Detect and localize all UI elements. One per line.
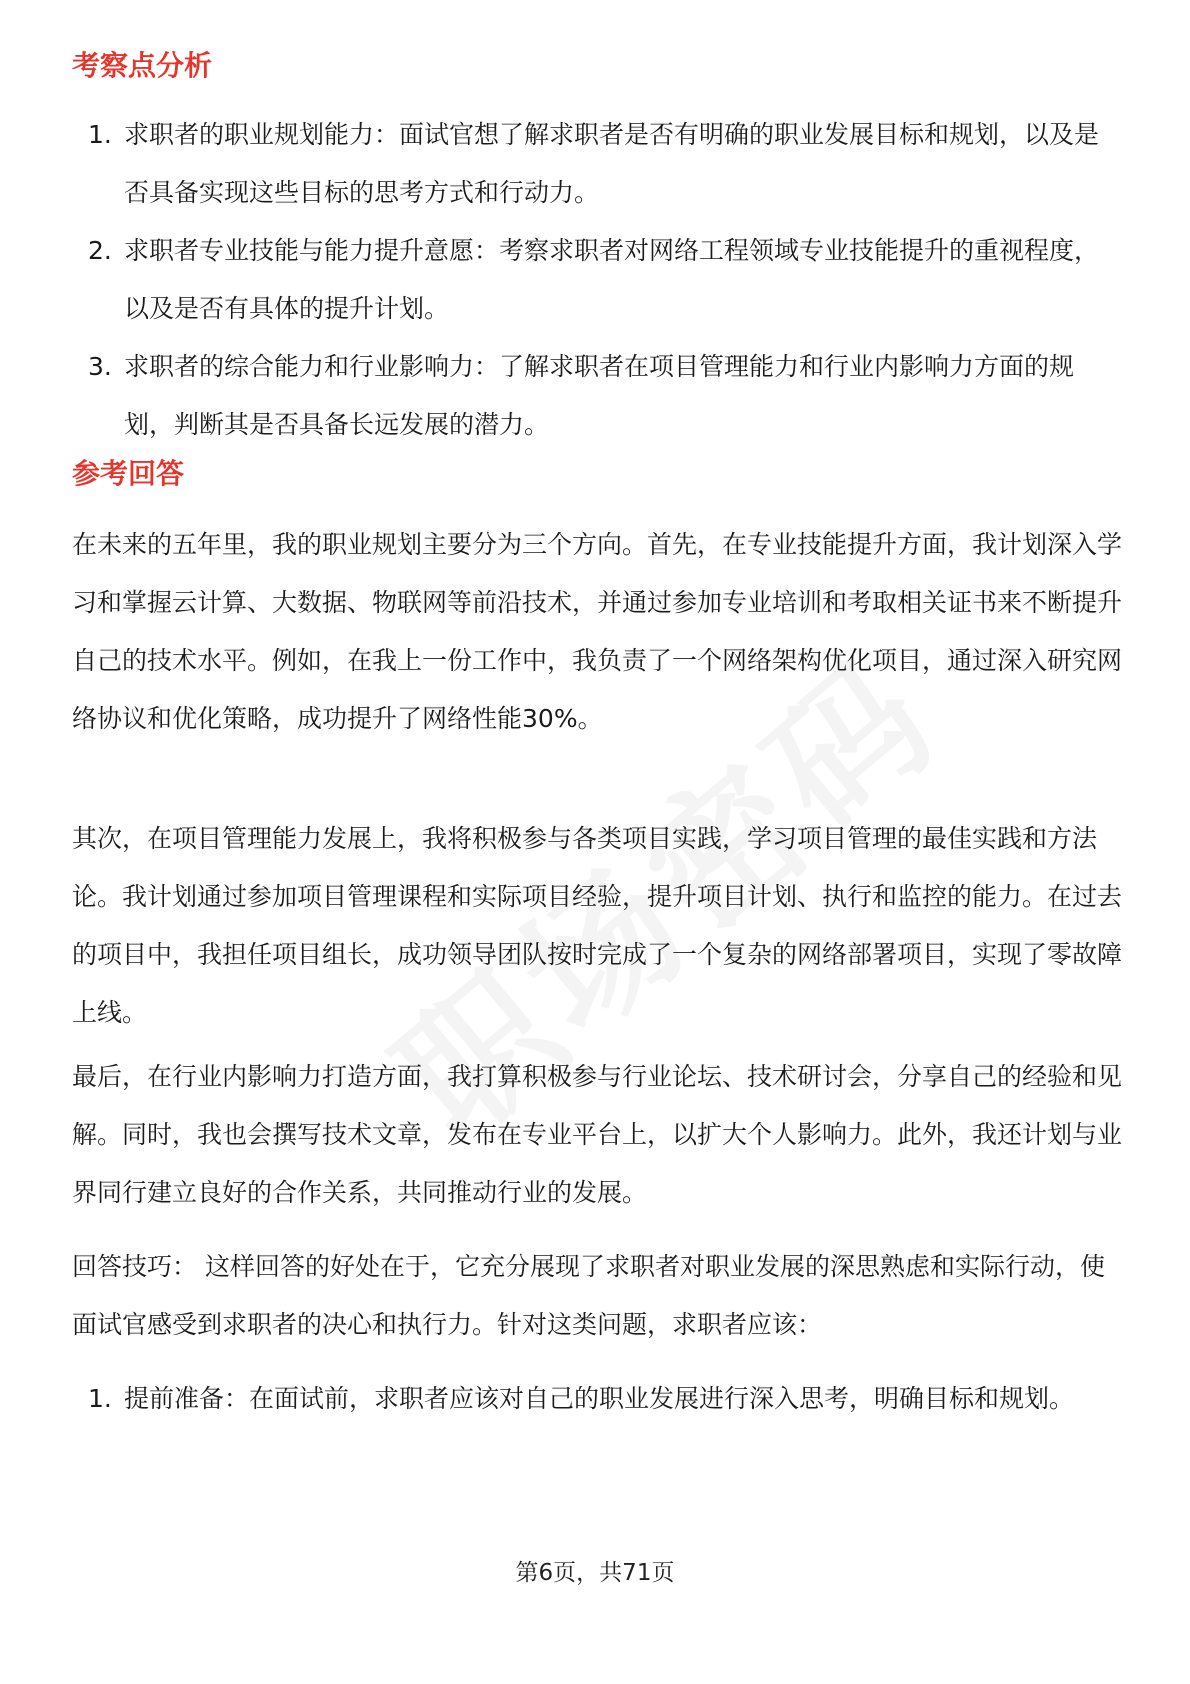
section-heading-analysis: 考察点分析 [72,49,213,82]
list-item [72,1370,1122,1428]
list-number: 3. [88,352,112,381]
list-number: 2. [88,236,112,265]
list-item-text: 求职者的职业规划能力：面试官想了解求职者是否有明确的职业发展目标和规划，以及是否具备实现这些目标的思考方式和行动力。 [124,120,1100,207]
analysis-list [72,106,1122,454]
list-item [72,338,1122,454]
list-number: 1. [88,1384,112,1413]
answer-paragraph: 在未来的五年里，我的职业规划主要分为三个方向。首先，在专业技能提升方面，我计划深入学习和掌握云计算、大数据、物联网等前沿技术，并通过参加专业培训和考取相关证书来不断提升自己的技术水平。例如，在我上一份工作中，我负责了一个网络架构优化项目，通过深入研究网络协议和优化策略，成功提升了网络性能30%。 [72,530,1123,733]
page-footer: 第6页，共71页 [515,1560,675,1586]
answer-paragraph: 其次，在项目管理能力发展上，我将积极参与各类项目实践，学习项目管理的最佳实践和方法论。我计划通过参加项目管理课程和实际项目经验，提升项目计划、执行和监控的能力。在过去的项目中，我担任项目组长，成功领导团队按时完成了一个复杂的网络部署项目，实现了零故障上线。 [72,824,1123,1027]
tips-paragraph: 回答技巧： 这样回答的好处在于，它充分展现了求职者对职业发展的深思熟虑和实际行动，使面试官感受到求职者的决心和执行力。针对这类问题，求职者应该： [72,1252,1105,1339]
list-item [72,106,1122,222]
tips-list [72,1370,1122,1428]
list-item-text: 提前准备：在面试前，求职者应该对自己的职业发展进行深入思考，明确目标和规划。 [124,1384,1075,1413]
list-item-text: 求职者的综合能力和行业影响力：了解求职者在项目管理能力和行业内影响力方面的规划，判断其是否具备长远发展的潜力。 [124,352,1075,439]
list-item-text: 求职者专业技能与能力提升意愿：考察求职者对网络工程领域专业技能提升的重视程度，以及是否有具体的提升计划。 [124,236,1100,323]
list-item [72,222,1122,338]
list-number: 1. [88,120,112,149]
answer-paragraph: 最后，在行业内影响力打造方面，我打算积极参与行业论坛、技术研讨会，分享自己的经验和见解。同时，我也会撰写技术文章，发布在专业平台上，以扩大个人影响力。此外，我还计划与业界同行建立良好的合作关系，共同推动行业的发展。 [72,1062,1123,1207]
section-heading-answer: 参考回答 [72,457,185,490]
